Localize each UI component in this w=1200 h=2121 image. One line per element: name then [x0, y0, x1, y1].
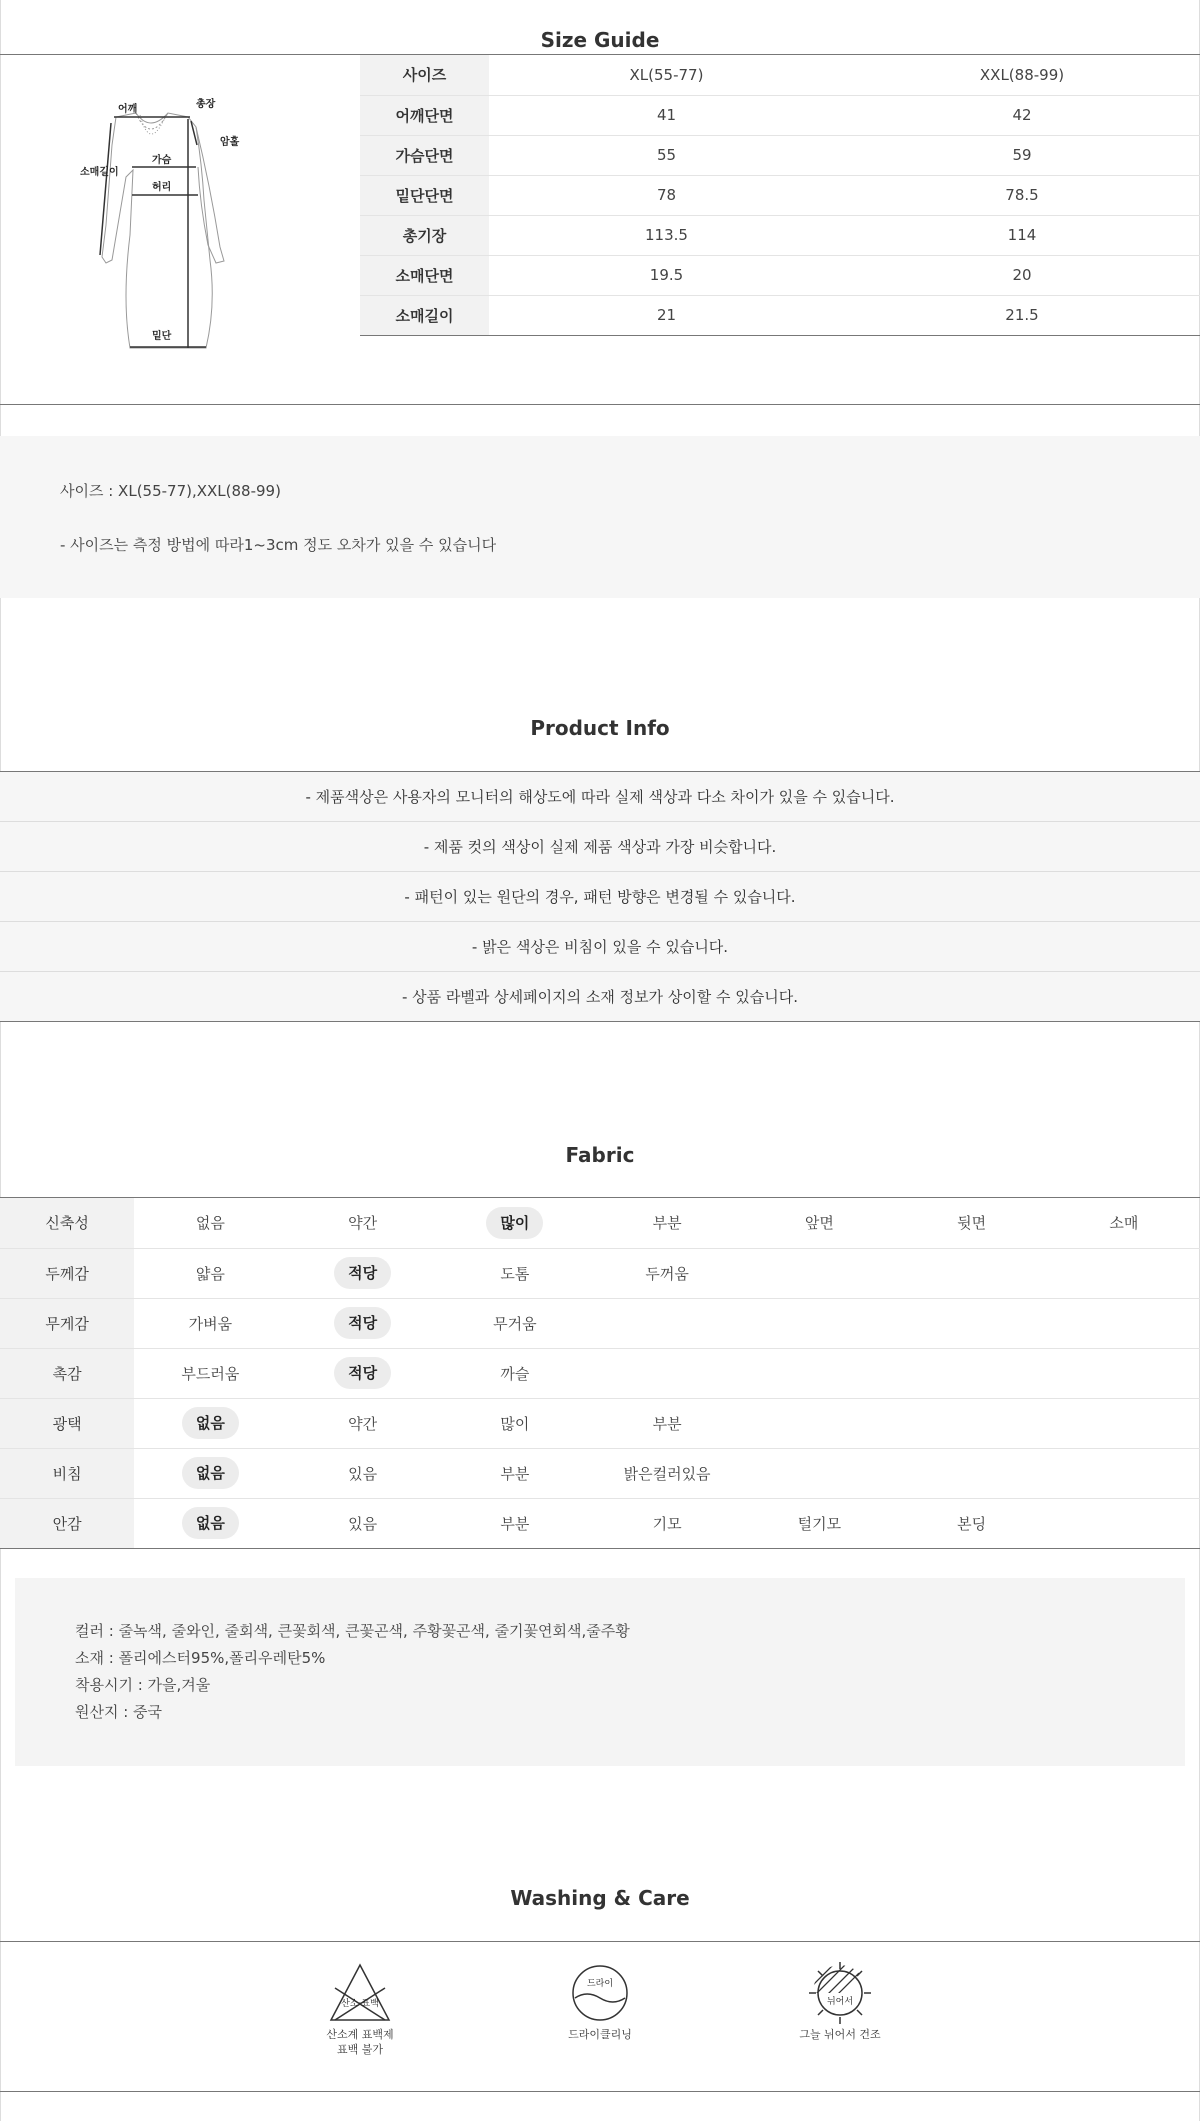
fabric-option-cell	[743, 1348, 895, 1398]
no-bleach-symbol-text: 산소·표백	[341, 1999, 379, 2009]
fabric-option: 기모	[652, 1514, 682, 1533]
fabric-option: 있음	[348, 1464, 378, 1483]
fabric-option-cell	[591, 1248, 743, 1298]
fabric-option: 도톰	[500, 1264, 530, 1283]
fabric-option: 부분	[652, 1414, 682, 1433]
fabric-option-cell	[743, 1498, 895, 1548]
fabric-option-cell	[439, 1448, 591, 1498]
dry-clean-symbol-text: 드라이	[586, 1979, 614, 1989]
fabric-option-cell	[439, 1248, 591, 1298]
fabric-row-label: 신축성	[0, 1198, 134, 1248]
care-item-dry-clean	[530, 1960, 670, 2041]
fabric-option-cell	[439, 1498, 591, 1548]
fabric-table	[0, 1198, 1200, 1549]
spec-origin: 원산지 : 중국	[75, 1703, 163, 1721]
size-notice-sizes: 사이즈 : XL(55-77),XXL(88-99)	[60, 482, 281, 500]
fabric-option: 가벼움	[188, 1314, 233, 1333]
size-header-xl: XL(55-77)	[489, 55, 844, 95]
fabric-option-cell	[134, 1248, 286, 1298]
fabric-option-cell	[134, 1498, 286, 1548]
fabric-option-cell	[895, 1248, 1047, 1298]
fabric-row-label: 두께감	[0, 1248, 134, 1298]
fabric-row-label: 무게감	[0, 1298, 134, 1348]
size-row-label: 소매단면	[360, 255, 489, 295]
fabric-row	[0, 1248, 1200, 1298]
size-value: 21.5	[844, 295, 1200, 335]
washing-title: Washing & Care	[510, 1886, 690, 1910]
fabric-option-cell	[1048, 1298, 1200, 1348]
fabric-option-selected: 적당	[334, 1307, 391, 1339]
fabric-option-cell	[895, 1348, 1047, 1398]
fabric-option: 부분	[500, 1514, 530, 1533]
fabric-option-cell	[439, 1298, 591, 1348]
size-value: 19.5	[489, 255, 844, 295]
fabric-option-cell	[134, 1298, 286, 1348]
fabric-option-cell	[1048, 1348, 1200, 1398]
size-table-row	[360, 295, 1200, 335]
size-notice-tolerance: - 사이즈는 측정 방법에 따라1~3cm 정도 오차가 있을 수 있습니다	[60, 536, 497, 554]
fabric-option: 약간	[348, 1414, 378, 1433]
fabric-option-cell	[743, 1448, 895, 1498]
fabric-option: 까슬	[500, 1364, 530, 1383]
size-row-label: 총기장	[360, 215, 489, 255]
diagram-label-sleeve: 소매길이	[80, 167, 119, 178]
fabric-option-cell	[1048, 1398, 1200, 1448]
care-caption: 그늘 뉘어서 건조	[799, 2028, 881, 2041]
fabric-row	[0, 1348, 1200, 1398]
fabric-option: 밝은컬러있음	[623, 1464, 711, 1483]
fabric-option-selected: 많이	[486, 1207, 543, 1239]
size-value: 21	[489, 295, 844, 335]
fabric-option-cell	[134, 1398, 286, 1448]
fabric-option-selected: 적당	[334, 1357, 391, 1389]
size-header-xxl: XXL(88-99)	[844, 55, 1200, 95]
care-caption: 산소계 표백제	[326, 2028, 394, 2041]
fabric-option: 부드러움	[181, 1364, 240, 1383]
size-table-row	[360, 175, 1200, 215]
fabric-option-cell	[1048, 1198, 1200, 1248]
spec-material: 소재 : 폴리에스터95%,폴리우레탄5%	[75, 1649, 326, 1667]
fabric-option-selected: 없음	[182, 1457, 239, 1489]
size-notice-box	[0, 436, 1200, 598]
washing-divider	[0, 1941, 1200, 1942]
dry-clean-icon	[565, 1960, 635, 2026]
fabric-option: 부분	[652, 1214, 682, 1233]
fabric-row-label: 광택	[0, 1398, 134, 1448]
spec-box	[15, 1578, 1185, 1766]
size-value: 20	[844, 255, 1200, 295]
fabric-option-cell	[1048, 1498, 1200, 1548]
fabric-option-cell	[286, 1348, 438, 1398]
fabric-option-cell	[134, 1198, 286, 1248]
product-info-line: - 패턴이 있는 원단의 경우, 패턴 방향은 변경될 수 있습니다.	[0, 872, 1200, 922]
fabric-option-selected: 없음	[182, 1507, 239, 1539]
fabric-option: 없음	[195, 1214, 225, 1233]
fabric-option-cell	[134, 1348, 286, 1398]
size-value: 113.5	[489, 215, 844, 255]
size-header-label: 사이즈	[360, 55, 489, 95]
fabric-option: 부분	[500, 1464, 530, 1483]
fabric-option-cell	[1048, 1448, 1200, 1498]
care-item-shade-dry	[770, 1960, 910, 2041]
fabric-option-cell	[743, 1248, 895, 1298]
size-value: 114	[844, 215, 1200, 255]
product-info-line: - 제품 컷의 색상이 실제 제품 색상과 가장 비슷합니다.	[0, 822, 1200, 872]
product-info-line: - 상품 라벨과 상세페이지의 소재 정보가 상이할 수 있습니다.	[0, 972, 1200, 1022]
fabric-option-cell	[591, 1398, 743, 1448]
fabric-row	[0, 1398, 1200, 1448]
shade-dry-symbol-text: 뉘어서	[826, 1997, 854, 2007]
care-item-no-bleach	[290, 1960, 430, 2056]
fabric-option-cell	[743, 1398, 895, 1448]
fabric-option-cell	[895, 1448, 1047, 1498]
fabric-option-cell	[743, 1198, 895, 1248]
fabric-option-cell	[591, 1448, 743, 1498]
fabric-option-cell	[286, 1498, 438, 1548]
shade-dry-icon	[805, 1960, 875, 2026]
dress-measurement-diagram	[78, 95, 278, 370]
fabric-option-cell	[895, 1198, 1047, 1248]
size-value: 78	[489, 175, 844, 215]
fabric-option-cell	[286, 1398, 438, 1448]
fabric-option-selected: 없음	[182, 1407, 239, 1439]
fabric-option-cell	[286, 1198, 438, 1248]
fabric-option-cell	[895, 1298, 1047, 1348]
fabric-option: 본딩	[957, 1514, 987, 1533]
fabric-option-cell	[895, 1498, 1047, 1548]
fabric-option-cell	[591, 1298, 743, 1348]
fabric-option-cell	[1048, 1248, 1200, 1298]
fabric-option-cell	[439, 1198, 591, 1248]
fabric-option: 있음	[348, 1514, 378, 1533]
size-table-row	[360, 95, 1200, 135]
fabric-option-cell	[591, 1198, 743, 1248]
fabric-option: 얇음	[195, 1264, 225, 1283]
fabric-option-cell	[439, 1348, 591, 1398]
size-table-row	[360, 215, 1200, 255]
size-value: 59	[844, 135, 1200, 175]
fabric-option: 많이	[500, 1414, 530, 1433]
fabric-option-cell	[895, 1398, 1047, 1448]
product-info-line: - 밝은 색상은 비침이 있을 수 있습니다.	[0, 922, 1200, 972]
diagram-label-chest: 가슴	[152, 155, 172, 166]
fabric-title: Fabric	[565, 1143, 635, 1167]
size-value: 55	[489, 135, 844, 175]
size-value: 42	[844, 95, 1200, 135]
size-row-label: 가슴단면	[360, 135, 489, 175]
size-table-row	[360, 255, 1200, 295]
fabric-option-cell	[286, 1298, 438, 1348]
product-info-title: Product Info	[530, 716, 670, 740]
spec-colors: 컬러 : 줄녹색, 줄와인, 줄회색, 큰꽃회색, 큰꽃곤색, 주황꽃곤색, 줄기꽃연회색,줄주황	[75, 1622, 630, 1640]
care-caption: 표백 불가	[336, 2043, 383, 2056]
fabric-option: 두꺼움	[645, 1264, 689, 1283]
fabric-row	[0, 1498, 1200, 1548]
spec-season: 착용시기 : 가을,겨울	[75, 1676, 211, 1694]
size-guide-bottom-divider	[0, 404, 1200, 405]
fabric-option: 앞면	[804, 1214, 834, 1233]
fabric-option-cell	[134, 1448, 286, 1498]
size-table-header	[360, 55, 1200, 95]
size-row-label: 어깨단면	[360, 95, 489, 135]
fabric-option-cell	[743, 1298, 895, 1348]
size-table	[360, 55, 1200, 336]
fabric-option-cell	[591, 1348, 743, 1398]
size-guide-title: Size Guide	[540, 28, 660, 52]
product-info-line: - 제품색상은 사용자의 모니터의 해상도에 따라 실제 색상과 다소 차이가 있을 수 있습니다.	[0, 772, 1200, 822]
size-value: 78.5	[844, 175, 1200, 215]
fabric-option-cell	[286, 1248, 438, 1298]
care-caption: 드라이클리닝	[568, 2028, 632, 2041]
fabric-row-label: 비침	[0, 1448, 134, 1498]
size-value: 41	[489, 95, 844, 135]
fabric-option: 소매	[1109, 1214, 1139, 1233]
fabric-row-label: 촉감	[0, 1348, 134, 1398]
size-row-label: 밑단단면	[360, 175, 489, 215]
page-bottom-divider	[0, 2091, 1200, 2092]
size-table-row	[360, 135, 1200, 175]
fabric-row-label: 안감	[0, 1498, 134, 1548]
fabric-option-cell	[286, 1448, 438, 1498]
fabric-option-selected: 적당	[334, 1257, 391, 1289]
diagram-label-waist: 허리	[152, 182, 172, 193]
no-bleach-icon	[325, 1960, 395, 2026]
fabric-row	[0, 1448, 1200, 1498]
fabric-option-cell	[439, 1398, 591, 1448]
fabric-option: 뒷면	[957, 1214, 987, 1233]
diagram-label-hem: 밑단	[152, 331, 172, 342]
size-row-label: 소매길이	[360, 295, 489, 335]
left-border	[0, 0, 1, 2121]
fabric-option: 약간	[348, 1214, 378, 1233]
diagram-label-shoulder: 어깨	[118, 104, 138, 115]
fabric-option: 무거움	[493, 1314, 537, 1333]
fabric-row	[0, 1198, 1200, 1248]
fabric-row	[0, 1298, 1200, 1348]
fabric-option: 털기모	[797, 1514, 842, 1533]
diagram-label-armhole: 암홀	[220, 137, 240, 148]
fabric-option-cell	[591, 1498, 743, 1548]
diagram-label-length: 총장	[196, 99, 216, 110]
